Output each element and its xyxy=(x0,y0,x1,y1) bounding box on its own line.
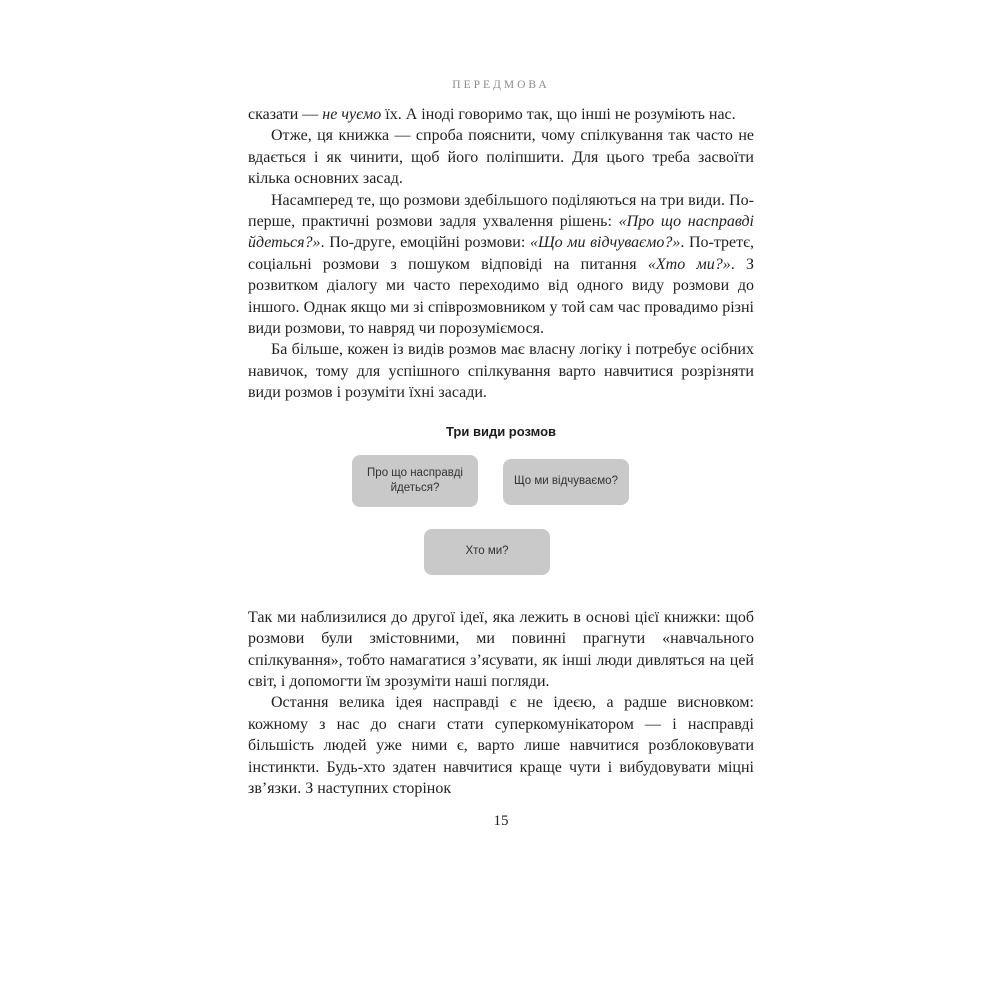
diagram-box-what-is-this-about: Про що насправді йдеться? xyxy=(352,455,478,507)
text-segment: їх. А іноді говоримо так, що інші не розуміють нас. xyxy=(381,106,736,123)
italic-text: «Хто ми?» xyxy=(647,255,731,273)
text-segment: Ба більше, кожен із видів розмов має власну логіку і потребує осібних навичок, тому для успішного спілкування варто навчитися розрізняти види розмов і розуміти їхні засади. xyxy=(248,341,754,402)
diagram-box-who-are-we: Хто ми? xyxy=(424,529,550,575)
page-number: 15 xyxy=(493,813,509,830)
paragraph xyxy=(248,190,754,340)
text-segment: . По-друге, емоційні розмови: xyxy=(320,234,530,252)
text-segment: Отже, ця книжка — спроба пояснити, чому спілкування так часто не вдається і як чинити, щоб його поліпшити. Для цього треба засвоїти кілька основних засад. xyxy=(248,127,754,188)
conversation-types-diagram xyxy=(248,424,754,581)
italic-text: «Про що насправді йдеться?» xyxy=(248,213,755,252)
italic-text: «Що ми відчуваємо?» xyxy=(529,234,681,252)
diagram-title: Три види розмов xyxy=(445,423,557,439)
paragraph xyxy=(248,125,754,189)
text-segment: . По-третє, соціальні розмови з пошуком відповіді на питання xyxy=(248,234,755,273)
paragraph xyxy=(248,692,754,799)
text-column xyxy=(248,0,754,830)
text-segment: Так ми наблизилися до другої ідеї, яка лежить в основі цієї книжки: щоб розмови були змістовними, ми повинні прагнути «навчального спілкування», тобто намагатися з’ясувати, як інші люди дивляться на цей світ, і допомогти їм зрозуміти наші погляди. xyxy=(248,608,754,690)
paragraph xyxy=(248,607,754,693)
diagram-box-how-do-we-feel: Що ми відчуваємо? xyxy=(503,459,629,505)
text-segment: Остання велика ідея насправді є не ідеєю, а радше висновком: кожному з нас до снаги стати суперкомунікатором — і насправді більшість людей уже ними є, варто лише навчитися розблоковувати інстинкти. Будь-хто здатен навчитися краще чути і вибудовувати міцні зв’язки. З наступних сторінок xyxy=(248,694,754,797)
diagram-canvas xyxy=(248,449,754,581)
text-segment: сказати — xyxy=(248,106,323,123)
text-segment: Насамперед те, що розмови здебільшого поділяються на три види. По-перше, практичні розмови задля ухвалення рішень: xyxy=(248,191,754,231)
text-segment: . З розвитком діалогу ми часто переходимо від одного виду розмови до іншого. Однак якщо ми зі співрозмовником у той сам час провадимо різні види розмови, то навряд чи порозуміємося. xyxy=(248,255,755,338)
italic-text: не чуємо xyxy=(322,106,382,123)
paragraph xyxy=(248,339,754,403)
running-header: ПЕРЕДМОВА xyxy=(452,79,550,91)
body-text-top xyxy=(248,104,754,404)
body-text-bottom xyxy=(248,607,754,800)
paragraph xyxy=(248,104,754,125)
